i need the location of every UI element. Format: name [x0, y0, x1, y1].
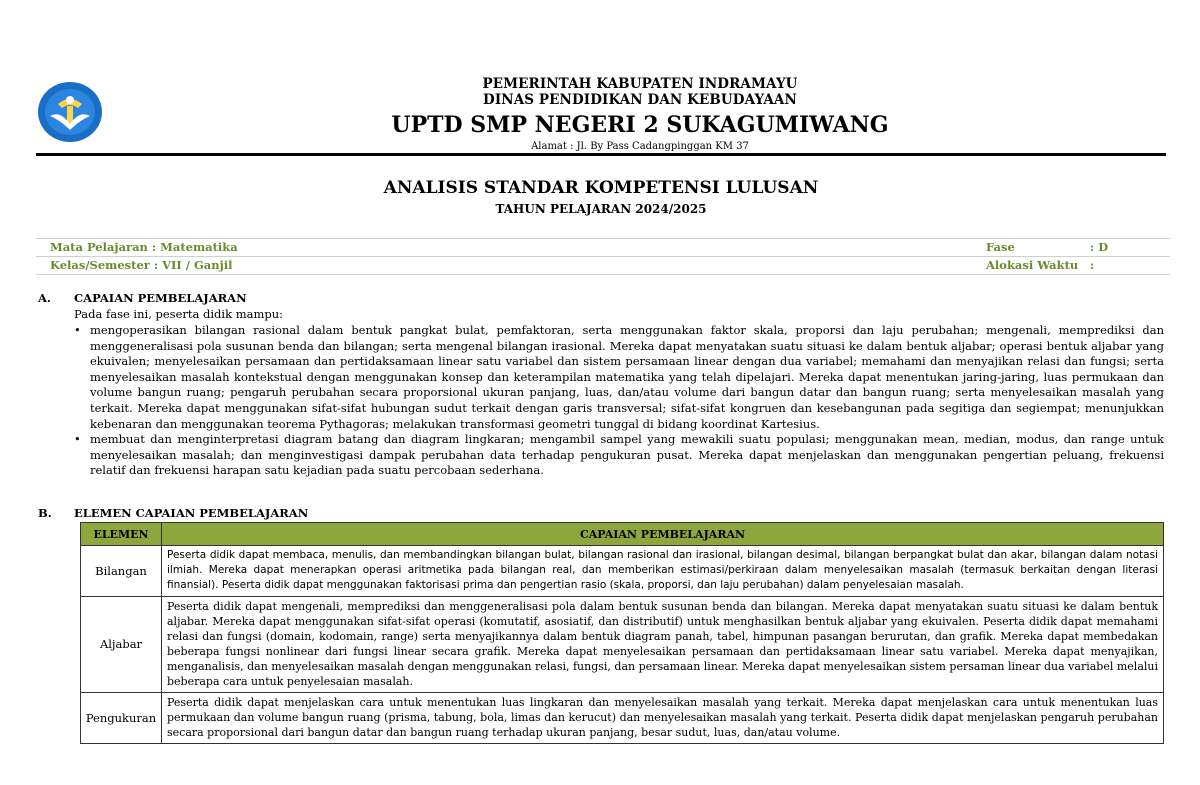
- section-a-bullet-list: [74, 323, 1164, 479]
- list-item: [74, 432, 1164, 479]
- tut-wuri-handayani-logo-icon: [36, 80, 104, 144]
- element-name: Aljabar: [81, 597, 162, 693]
- phase-label: Fase: [986, 240, 1015, 254]
- document-subtitle: TAHUN PELAJARAN 2024/2025: [495, 202, 707, 216]
- element-name: Pengukuran: [81, 693, 162, 744]
- table-row: [81, 693, 1164, 744]
- list-item-text: mengoperasikan bilangan rasional dalam bentuk pangkat bulat, pemfaktoran, serta menggunakan faktor skala, proporsi dan laju perubahan; mengenali, memprediksi dan menggeneralisasi pola susunan benda dan bilangan; serta mengenal bilangan irasional. Mereka dapat menyatakan suatu situasi ke dalam bentuk aljabar; operasi bentuk aljabar yang ekuivalen; menyelesaikan persamaan dan pertidaksamaan linear satu variabel dan sistem persamaan linear dengan dua variabel; memahami dan menyajikan relasi dan fungsi; serta menyelesaikan masalah kontekstual dengan menggunakan konsep dan keterampilan matematika yang telah dipelajari. Mereka dapat menentukan jaring-jaring, luas permukaan dan volume bangun ruang; pengaruh perubahan secara proporsional ukuran panjang, luas, dan/atau volume dari bangun datar dan bangun ruang; serta menyelesaikan masalah yang terkait. Mereka dapat menggunakan sifat-sifat hubungan sudut terkait dengan garis transversal; sifat-sifat kongruen dan kesebangunan pada segitiga dan segiempat; menunjukkan kebenaran dan menggunakan teorema Pythagoras; melakukan transformasi geometri tunggal di bidang koordinat Kartesius.: [90, 323, 1164, 431]
- class-semester-label: Kelas/Semester : VII / Ganjil: [50, 258, 233, 272]
- subject-label: Mata Pelajaran : Matematika: [50, 240, 238, 254]
- bullet-icon: •: [74, 432, 81, 447]
- time-allocation-label: Alokasi Waktu: [986, 258, 1079, 272]
- school-name: UPTD SMP NEGERI 2 SUKAGUMIWANG: [391, 112, 889, 138]
- school-address: Alamat : Jl. By Pass Cadangpinggan KM 37: [531, 141, 749, 152]
- list-item-text: membuat dan menginterpretasi diagram batang dan diagram lingkaran; mengambil sampel yang mewakili suatu populasi; menggunakan mean, median, modus, dan range untuk menyelesaikan masalah; dan menginvestigasi dampak perubahan data terhadap pengukuran pusat. Mereka dapat menjelaskan dan menggunakan pengertian peluang, frekuensi relatif dan frekuensi harapan satu kejadian pada suatu percobaan sederhana.: [90, 432, 1164, 478]
- phase-value: : D: [1090, 240, 1109, 254]
- info-row: [36, 256, 1170, 275]
- letterhead-divider: [36, 153, 1166, 156]
- element-name: Bilangan: [81, 546, 162, 597]
- section-a-intro: Pada fase ini, peserta didik mampu:: [74, 307, 284, 321]
- document-title: ANALISIS STANDAR KOMPETENSI LULUSAN: [383, 178, 819, 198]
- time-allocation-value: :: [1090, 258, 1095, 272]
- section-title: CAPAIAN PEMBELAJARAN: [74, 291, 247, 305]
- column-header-capaian: CAPAIAN PEMBELAJARAN: [162, 523, 1164, 546]
- info-row: [36, 238, 1170, 256]
- info-block: [36, 238, 1170, 275]
- list-item: [74, 323, 1164, 432]
- column-header-elemen: ELEMEN: [81, 523, 162, 546]
- element-description: Peserta didik dapat membaca, menulis, dan membandingkan bilangan bulat, bilangan rasional dan irasional, bilangan desimal, bilangan berpangkat bulat dan akar, bilangan dalam notasi ilmiah. Mereka dapat menerapkan operasi aritmetika pada bilangan real, dan memberikan estimasi/perkiraan dalam menyelesaikan masalah (termasuk berkaitan dengan literasi finansial). Peserta didik dapat menggunakan faktorisasi prima dan pengertian rasio (skala, proporsi, dan laju perubahan) dalam penyelesaian masalah.: [162, 546, 1164, 597]
- elements-table: [80, 522, 1164, 744]
- table-row: [81, 546, 1164, 597]
- section-title: ELEMEN CAPAIAN PEMBELAJARAN: [74, 506, 309, 520]
- government-name: PEMERINTAH KABUPATEN INDRAMAYU: [482, 76, 798, 92]
- element-description: Peserta didik dapat mengenali, memprediksi dan menggeneralisasi pola dalam bentuk susunan benda dan bilangan. Mereka dapat menyatakan suatu situasi ke dalam bentuk aljabar. Mereka dapat menggunakan sifat-sifat operasi (komutatif, asosiatif, dan distributif) untuk menghasilkan bentuk aljabar yang ekuivalen. Peserta didik dapat memahami relasi dan fungsi (domain, kodomain, range) serta menyajikannya dalam bentuk diagram panah, tabel, himpunan pasangan berurutan, dan grafik. Mereka dapat membedakan beberapa fungsi nonlinear dari fungsi linear secara grafik. Mereka dapat menyelesaikan persamaan dan pertidaksamaan linear satu variabel. Mereka dapat menyajikan, menganalisis, dan menyelesaikan masalah dengan menggunakan relasi, fungsi, dan persamaan linear. Mereka dapat menyelesaikan sistem persaman linear dua variabel melalui beberapa cara untuk penyelesaian masalah.: [162, 597, 1164, 693]
- section-letter: A.: [38, 291, 51, 305]
- letterhead: [110, 76, 1170, 153]
- element-description: Peserta didik dapat menjelaskan cara untuk menentukan luas lingkaran dan menyelesaikan masalah yang terkait. Mereka dapat menjelaskan cara untuk menentukan luas permukaan dan volume bangun ruang (prisma, tabung, bola, limas dan kerucut) dan menyelesaikan masalah yang terkait. Peserta didik dapat menjelaskan pengaruh perubahan secara proporsional dari bangun datar dan bangun ruang terhadap ukuran panjang, besar sudut, luas, dan/atau volume.: [162, 693, 1164, 744]
- table-header-row: [81, 523, 1164, 546]
- department-name: DINAS PENDIDIKAN DAN KEBUDAYAAN: [483, 92, 797, 108]
- bullet-icon: •: [74, 323, 81, 337]
- section-letter: B.: [38, 506, 52, 520]
- table-row: [81, 597, 1164, 693]
